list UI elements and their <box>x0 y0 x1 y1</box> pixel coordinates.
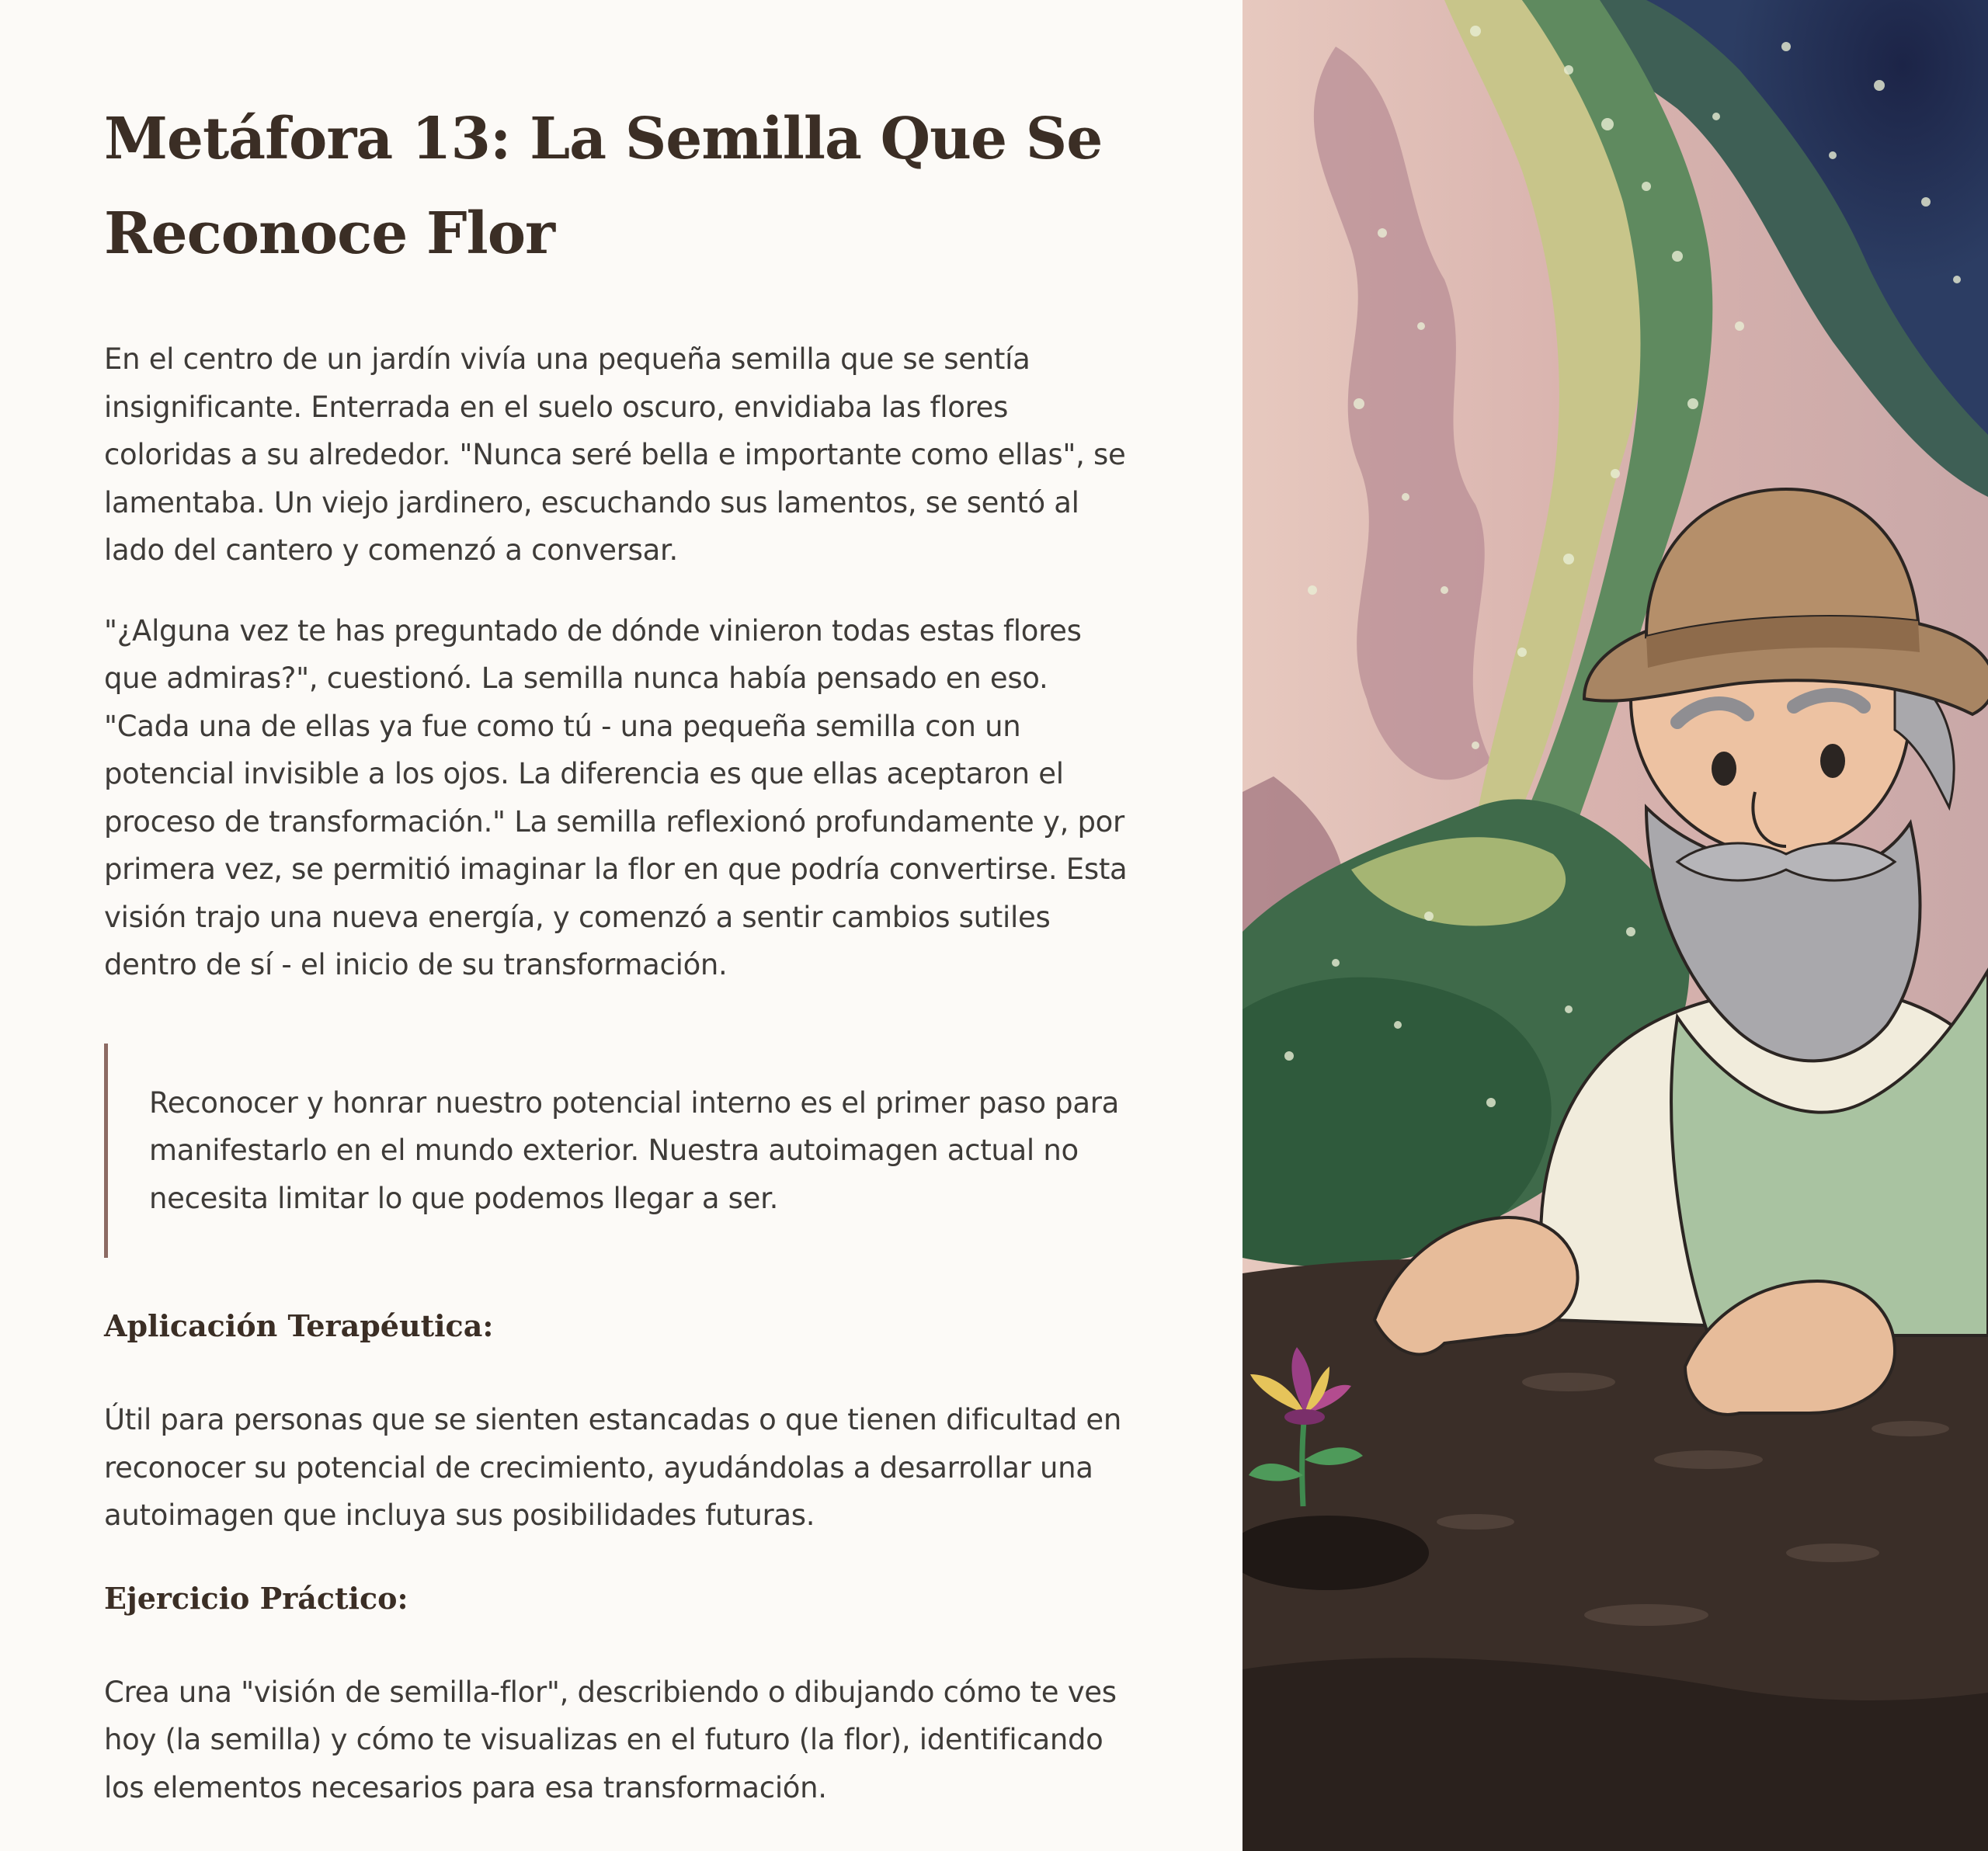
page-title: Metáfora 13: La Semilla Que Se Reconoce Flor <box>104 106 1103 267</box>
application-text: Útil para personas que se sienten estancadas o que tienen dificultad en reconocer su potencial de crecimiento, ayudándolas a desarrollar una autoimagen que incluya sus posibilidades futuras. <box>104 1403 1121 1532</box>
exercise-text: Crea una "visión de semilla-flor", describiendo o dibujando cómo te ves hoy (la semilla) y cómo te visualizas en el futuro (la flor), identificando los elementos necesarios para esa transformación. <box>104 1675 1117 1804</box>
gardener-illustration <box>1242 0 1988 1851</box>
story-paragraph-2: "¿Alguna vez te has preguntado de dónde vinieron todas estas flores que admiras?", cuestionó. La semilla nunca había pensado en eso. "Cada una de ellas ya fue como tú - una pequeña semilla con un potencial invisible a los ojos. La diferencia es que ellas aceptaron el proceso de transformación." La semilla reflexionó profundamente y, por primera vez, se permitió imaginar la flor en que podría convertirse. Esta visión trajo una nueva energía, y comenzó a sentir cambios sutiles dentro de sí - el inicio de su transformación. <box>104 613 1128 981</box>
application-heading: Aplicación Terapéutica: <box>104 1308 494 1343</box>
exercise-heading: Ejercicio Práctico: <box>104 1580 408 1616</box>
reflection-quote: Reconocer y honrar nuestro potencial interno es el primer paso para manifestarlo en el mundo exterior. Nuestra autoimagen actual no necesita limitar lo que podemos llegar a ser. <box>104 1044 1138 1259</box>
story-paragraph-1: En el centro de un jardín vivía una pequeña semilla que se sentía insignificante. Enterrada en el suelo oscuro, envidiaba las flores coloridas a su alrededor. "Nunca seré bella e importante como ellas", se lamentaba. Un viejo jardinero, escuchando sus lamentos, se sentó al lado del cantero y comenzó a conversar. <box>104 342 1126 567</box>
